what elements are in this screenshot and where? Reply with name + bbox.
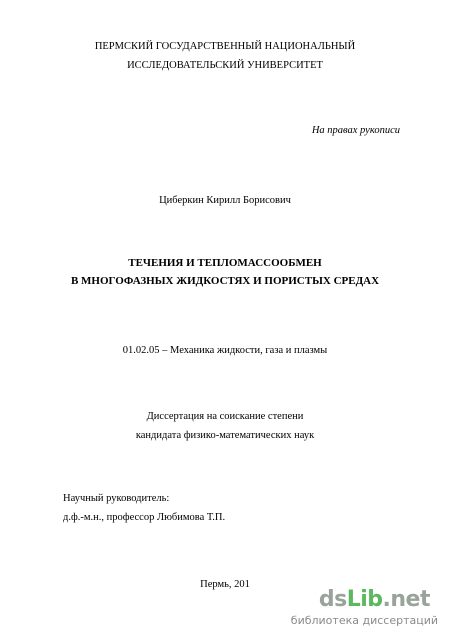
- rights-note: На правах рукописи: [311, 125, 400, 136]
- university-name-line2: ИССЛЕДОВАТЕЛЬСКИЙ УНИВЕРСИТЕТ: [127, 60, 323, 71]
- watermark-subtitle: библиотека диссертаций: [290, 614, 438, 627]
- university-name-line1: ПЕРМСКИЙ ГОСУДАРСТВЕННЫЙ НАЦИОНАЛЬНЫЙ: [94, 41, 356, 52]
- dslib-watermark: [290, 587, 438, 632]
- thesis-title-line2: В МНОГОФАЗНЫХ ЖИДКОСТЯХ И ПОРИСТЫХ СРЕДАХ: [70, 275, 380, 287]
- author-name: Циберкин Кирилл Борисович: [159, 195, 291, 206]
- dslib-logo: [319, 588, 430, 612]
- logo-ds: ds: [318, 587, 347, 612]
- logo-net: .net: [382, 587, 430, 612]
- logo-lib: Lib: [346, 587, 383, 612]
- supervisor-label: Научный руководитель:: [63, 493, 170, 504]
- thesis-title-line1: ТЕЧЕНИЯ И ТЕПЛОМАССООБМЕН: [128, 257, 322, 269]
- place-year: Пермь, 201: [200, 579, 250, 590]
- dissertation-degree-line1: Диссертация на соискание степени: [146, 411, 304, 422]
- specialty-code: 01.02.05 – Механика жидкости, газа и плазмы: [122, 345, 328, 356]
- dissertation-degree-line2: кандидата физико-математических наук: [135, 430, 315, 441]
- supervisor-name: д.ф.-м.н., профессор Любимова Т.П.: [63, 512, 226, 523]
